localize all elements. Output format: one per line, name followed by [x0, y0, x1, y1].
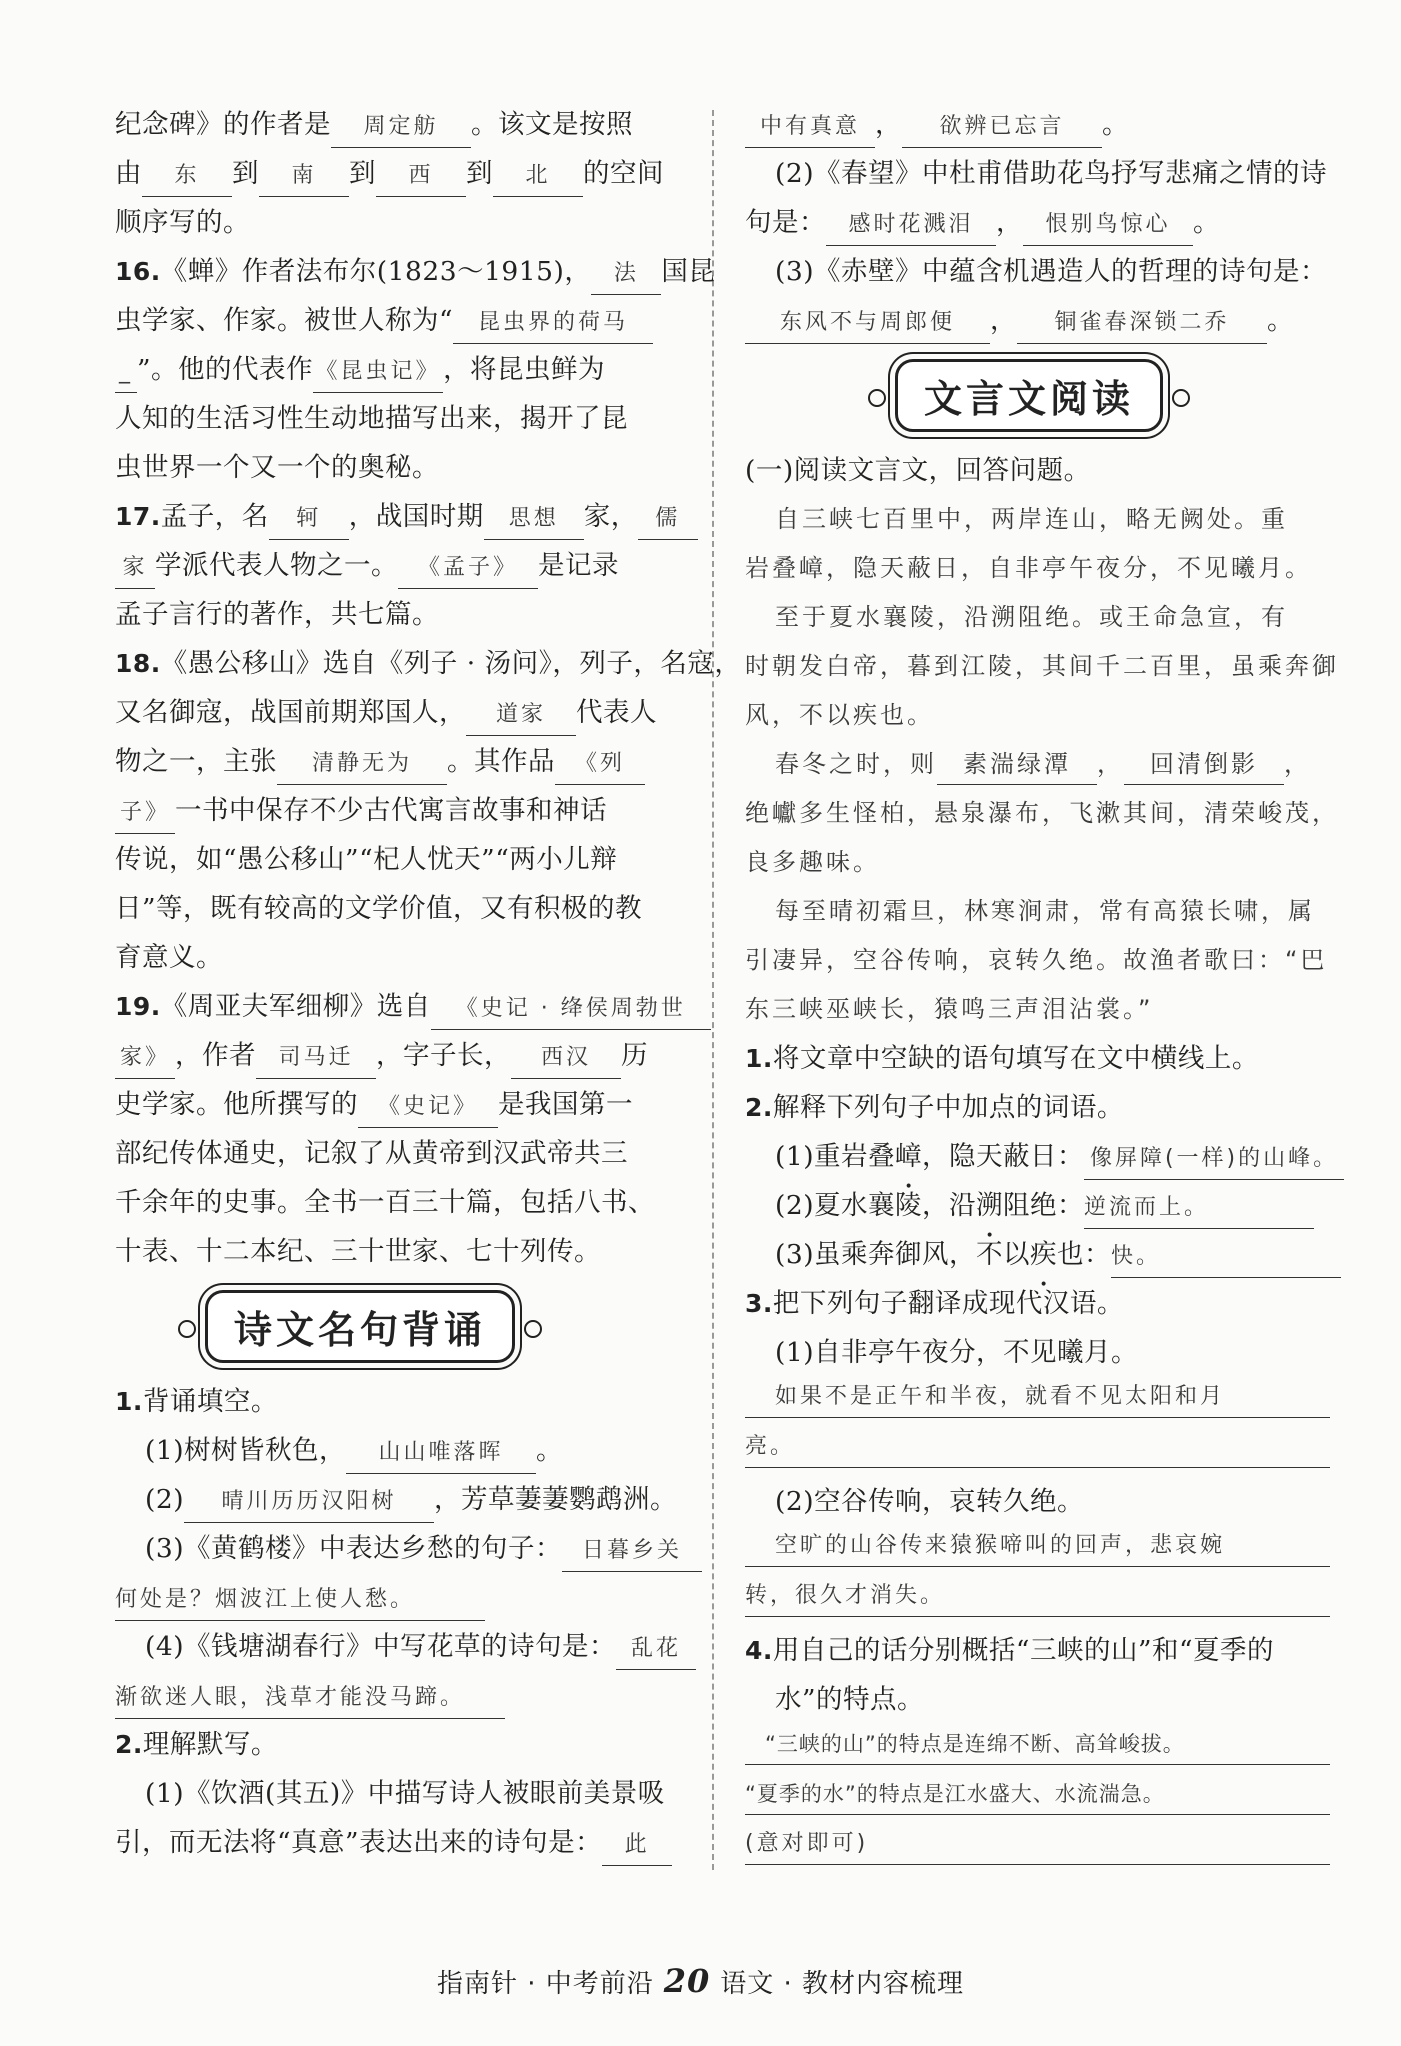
- answer-line: 转，很久才消失。: [745, 1576, 1330, 1617]
- answer-blank: 法: [591, 254, 661, 295]
- answer-blank: 西汉: [511, 1038, 621, 1079]
- answer-line: 亮。: [745, 1427, 1330, 1468]
- reading-question-2: 2.解释下列句子中加点的词语。 (1)重岩叠嶂，隐天蔽日： 像屏障(一样)的山峰。 (2)夏水襄陵，沿溯阻绝：逆流而上。 (3)虽乘奔御风，不以疾也：快。: [745, 1083, 1330, 1279]
- answer-line: 如果不是正午和半夜，就看不见太阳和月: [745, 1377, 1330, 1418]
- answer-blank: 家》: [115, 1038, 175, 1079]
- text-line: 纪念碑》的作者是 周定舫 。该文是按照: [115, 100, 690, 149]
- answer-blank: 快。: [1111, 1237, 1341, 1278]
- question-17: 17.孟子，名 轲 ，战国时期 思想 家， 儒 家 学派代表人物之一。 《孟子》 是记录 孟子言行的著作，共七篇。: [115, 492, 690, 639]
- reading-question-4: 4.用自己的话分别概括“三峡的山”和“夏季的 水”的特点。 “三峡的山”的特点是连绵不断、高耸峻拔。 “夏季的水”的特点是江水盛大、水流湍急。 (意对即可): [745, 1626, 1330, 1865]
- answer-blank: 逆流而上。: [1084, 1188, 1314, 1229]
- left-column: [115, 100, 742, 1867]
- answer-blank: 西: [376, 156, 466, 197]
- answer-blank: 司马迁: [256, 1038, 376, 1079]
- answer-line: (意对即可): [745, 1824, 1330, 1865]
- answer-blank: 昆虫界的荷马: [453, 303, 653, 344]
- answer-blank: 何处是？烟波江上使人愁。: [115, 1580, 485, 1621]
- answer-line: “夏季的水”的特点是江水盛大、水流湍急。: [745, 1774, 1330, 1815]
- answer-blank: 子》: [115, 793, 175, 834]
- answer-blank: 欲辨已忘言: [902, 107, 1102, 148]
- answer-line: 空旷的山谷传来猿猴啼叫的回声，悲哀婉: [745, 1526, 1330, 1567]
- question-number: 17.: [115, 502, 161, 531]
- reading-intro: (一)阅读文言文，回答问题。: [745, 455, 1091, 486]
- question-19: 19.《周亚夫军细柳》选自 《史记 · 绛侯周勃世 家》 ，作者 司马迁 ，字子长， 西汉 历 史学家。他所撰写的 《史记》 是我国第一 部纪传体通史，记叙了从黄帝到汉武帝共三 千余年的史事。全书一百三十篇，包括八书、 十表、十二本纪、三十世家、七十列传。: [115, 982, 690, 1276]
- answer-blank: 《孟子》: [398, 548, 538, 589]
- text-line: 由 东 到 南 到 西 到 北 的空间: [115, 149, 690, 198]
- column-divider: [712, 110, 714, 1870]
- answer-blank: 东风不与周郎便: [745, 303, 990, 344]
- section-question-1: 1.背诵填空。 (1)树树皆秋色， 山山唯落晖 。 (2) 晴川历历汉阳树 ，芳草萋萋鹦鹉洲。 (3)《黄鹤楼》中表达乡愁的句子： 日暮乡关 何处是？烟波江上使人愁。 (4)《钱塘湖春行》中写花草的诗句是： 乱花 渐欲迷人眼，浅草才能没马蹄。: [115, 1377, 690, 1720]
- answer-blank: 中有真意: [745, 107, 875, 148]
- answer-blank: 《昆虫记》: [313, 352, 443, 393]
- question-number: 16.: [115, 257, 161, 286]
- answer-blank: 《史记》: [358, 1087, 498, 1128]
- answer-blank: 日暮乡关: [562, 1531, 702, 1572]
- question-number: 18.: [115, 649, 161, 678]
- section-question-2: 2.理解默写。 (1)《饮酒(其五)》中描写诗人被眼前美景吸 引，而无法将“真意”表达出来的诗句是： 此: [115, 1720, 690, 1867]
- answer-line: “三峡的山”的特点是连绵不断、高耸峻拔。: [745, 1724, 1330, 1765]
- page-number: 20: [663, 1962, 711, 2000]
- answer-blank: 轲: [269, 499, 349, 540]
- answer-blank: 恨别鸟惊心: [1023, 205, 1193, 246]
- question-number: 19.: [115, 992, 161, 1021]
- question-18: 18.《愚公移山》选自《列子 · 汤问》，列子，名寇， 又名御寇，战国前期郑国人， 道家 代表人 物之一，主张 清静无为 。其作品 《列 子》 一书中保存不少古代寓言故事和神话 传说，如“愚公移山”“杞人忧天”“两小儿辩 日”等，既有较高的文学价值，又有积极的教 育意义。: [115, 648, 742, 973]
- answer-blank: 乱花: [616, 1629, 696, 1670]
- answer-blank: 像屏障(一样)的山峰。: [1084, 1139, 1344, 1180]
- answer-blank: 东: [142, 156, 232, 197]
- answer-blank: 《史记 · 绛侯周勃世: [431, 989, 711, 1030]
- answer-blank: 儒: [638, 499, 698, 540]
- answer-blank: 此: [602, 1825, 672, 1866]
- page-footer: 指南针 · 中考前沿 20 语文 · 教材内容梳理: [436, 1962, 965, 2000]
- reading-question-3: 3.把下列句子翻译成现代汉语。 (1)自非亭午夜分，不见曦月。 如果不是正午和半夜，就看不见太阳和月 亮。 (2)空谷传响，哀转久绝。 空旷的山谷传来猿猴啼叫的回声，悲哀婉 转，很久才消失。: [745, 1279, 1330, 1617]
- answer-blank: 思想: [484, 499, 584, 540]
- answer-blank: 素湍绿潭: [937, 744, 1097, 785]
- section-banner: 诗文名句背诵: [205, 1290, 515, 1363]
- reading-question-1: 1.将文章中空缺的语句填写在文中横线上。: [745, 1043, 1259, 1074]
- answer-blank: 清静无为: [277, 744, 447, 785]
- answer-blank: 山山唯落晖: [346, 1433, 536, 1474]
- answer-blank: 周定舫: [331, 107, 471, 148]
- answer-blank: 南: [259, 156, 349, 197]
- answer-blank: 北: [493, 156, 583, 197]
- answer-blank: 晴川历历汉阳树: [184, 1482, 434, 1523]
- answer-blank: 回清倒影: [1124, 744, 1284, 785]
- section-banner: 文言文阅读: [895, 359, 1163, 432]
- answer-blank: 家: [115, 548, 155, 589]
- answer-blank: 渐欲迷人眼，浅草才能没马蹄。: [115, 1678, 505, 1719]
- answer-blank: 道家: [466, 695, 576, 736]
- answer-blank: 感时花溅泪: [826, 205, 996, 246]
- question-16: 16.《蝉》作者法布尔(1823～1915)， 法 国昆 虫学家、作家。被世人称为“ 昆虫界的荷马 _ ”。他的代表作 《昆虫记》，将昆虫鲜为 人知的生活习性生动地描写出来，揭开了昆 虫世界一个又一个的奥秘。: [115, 256, 716, 483]
- answer-blank: 铜雀春深锁二乔: [1017, 303, 1267, 344]
- right-column: 中有真意 ， 欲辨已忘言 。 (2)《春望》中杜甫借助花鸟抒写悲痛之情的诗 句是： 感时花溅泪 ， 恨别鸟惊心 。 (3)《赤壁》中蕴含机遇造人的哲理的诗句是： 东风不与周郎便 ， 铜雀春深锁二乔 。 文言文阅读 (一)阅读文言文，回答问题。 自三峡七百里中，两岸连山，略无阙处。重 岩叠嶂，隐天蔽日，自非亭午夜分，不见曦月。 至于夏水襄陵，沿溯阻绝。或王命急宣，有 时朝发白帝，暮到江陵，其间千二百里，虽乘奔御 风，不以疾也。 春冬之时，则 素湍绿潭 ， 回清倒影 ， 绝巘多生怪柏，悬泉瀑布，飞漱其间，清荣峻茂， 良多趣味。 每至晴初霜旦，林寒涧肃，常有高猿长啸，属 引凄异，空谷传响，哀转久绝。故渔者歌曰：“巴 东三峡巫峡长，猿鸣三声泪沾裳。” 1.将文章中空缺的语句填写在文中横线上。 2.解释下列句子中加点的词语。 (1)重岩叠嶂，隐天蔽日： 像屏障(一样)的山峰。 (2)夏水襄陵，沿溯阻绝：逆流而上。 (3)虽乘奔御风，不以疾也：快。 3.把下列句子翻译成现代汉语。 (1)自非亭午夜分，不见曦月。 如果不是正午和半夜，就看不见太阳和月 亮。 (2)空谷传响，哀转久绝。 空旷的山谷传来猿猴啼叫的回声，悲哀婉 转，很久才消失。 4.用自己的话分别概括“三峡的山”和“夏季的 水”的特点。 “三峡的山”的特点是连绵不断、高耸峻拔。 “夏季的水”的特点是江水盛大、水流湍急。 (意对即可): [745, 100, 1330, 1874]
- answer-blank: 《列: [555, 744, 645, 785]
- passage: 自三峡七百里中，两岸连山，略无阙处。重 岩叠嶂，隐天蔽日，自非亭午夜分，不见曦月。 至于夏水襄陵，沿溯阻绝。或王命急宣，有 时朝发白帝，暮到江陵，其间千二百里，虽乘奔御 风，不以疾也。 春冬之时，则 素湍绿潭 ， 回清倒影 ， 绝巘多生怪柏，悬泉瀑布，飞漱其间，清荣峻茂， 良多趣味。 每至晴初霜旦，林寒涧肃，常有高猿长啸，属 引凄异，空谷传响，哀转久绝。故渔者歌曰：“巴 东三峡巫峡长，猿鸣三声泪沾裳。”: [745, 505, 1339, 1023]
- text-line: 顺序写的。: [115, 207, 250, 238]
